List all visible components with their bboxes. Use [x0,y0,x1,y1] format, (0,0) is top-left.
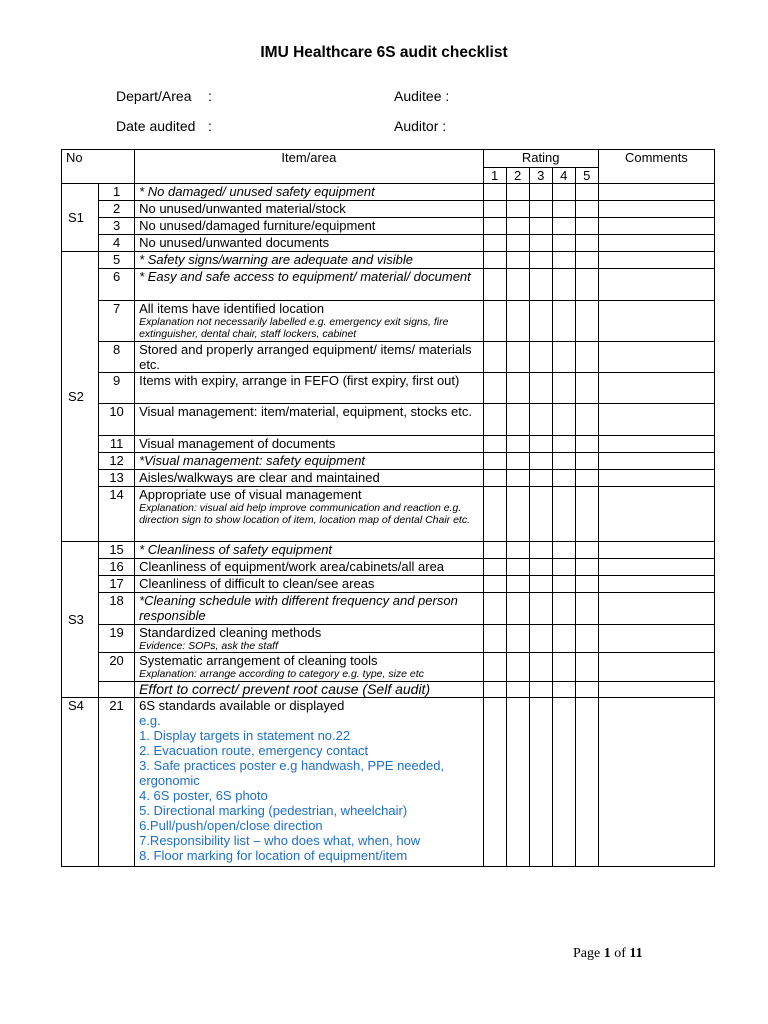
row-number: 15 [99,542,135,559]
row-item: Effort to correct/ prevent root cause (Self audit) [135,682,484,698]
rating-cell[interactable] [483,342,506,373]
table-row [62,698,715,867]
rating-cell[interactable] [552,653,575,682]
table-row [62,625,715,653]
comment-cell[interactable] [598,576,714,593]
example-line: 3. Safe practices poster e.g handwash, PPE needed, ergonomic [139,758,445,788]
rating-cell[interactable] [552,301,575,342]
row-number: 13 [99,470,135,487]
row-item: Items with expiry, arrange in FEFO (first expiry, first out) [135,373,484,404]
section-label-s1: S1 [62,184,99,252]
row-item [135,301,484,342]
rating-cell[interactable] [529,625,552,653]
header-rating-1: 1 [483,168,506,184]
rating-cell[interactable] [575,453,598,470]
row-item: * Easy and safe access to equipment/ material/ document [135,269,484,301]
rating-cell[interactable] [552,487,575,542]
date-audited-colon: : [208,118,212,134]
comment-cell[interactable] [598,542,714,559]
rating-cell[interactable] [575,269,598,301]
rating-cell[interactable] [529,252,552,269]
comment-cell[interactable] [598,559,714,576]
example-line: 5. Directional marking (pedestrian, wheelchair) [139,803,408,818]
rating-cell[interactable] [529,201,552,218]
rating-cell[interactable] [529,269,552,301]
rating-cell[interactable] [552,218,575,235]
table-row [62,373,715,404]
comment-cell[interactable] [598,593,714,625]
example-line: 2. Evacuation route, emergency contact [139,743,369,758]
table-row [62,342,715,373]
row-number: 19 [99,625,135,653]
rating-cell[interactable] [552,373,575,404]
rating-cell[interactable] [483,269,506,301]
row-number: 17 [99,576,135,593]
rating-cell[interactable] [575,559,598,576]
page-footer [573,946,643,962]
comment-cell[interactable] [598,470,714,487]
auditor-label: Auditor : [394,118,447,134]
table-row [62,201,715,218]
header-rating-2: 2 [506,168,529,184]
example-line: 6.Pull/push/open/close direction [139,818,323,833]
table-row [62,269,715,301]
rating-cell[interactable] [529,698,552,867]
rating-cell[interactable] [529,373,552,404]
rating-cell[interactable] [506,218,529,235]
rating-cell[interactable] [506,698,529,867]
table-row [62,487,715,542]
rating-cell[interactable] [483,404,506,436]
row-item: No unused/damaged furniture/equipment [135,218,484,235]
row-number: 7 [99,301,135,342]
table-row [62,470,715,487]
rating-cell[interactable] [506,625,529,653]
rating-cell[interactable] [483,252,506,269]
comment-cell[interactable] [598,404,714,436]
row-item [135,487,484,542]
comment-cell[interactable] [598,698,714,867]
row-number: 11 [99,436,135,453]
page-number: 1 [603,946,611,961]
row-explanation: Explanation not necessarily labelled e.g. emergency exit signs, fire extinguisher, dental chair, staff lockers, cabinet [139,316,449,340]
rating-cell[interactable] [529,235,552,252]
depart-area-label: Depart/Area [116,88,192,104]
row-number: 16 [99,559,135,576]
section-label-s3: S3 [62,542,99,698]
comment-cell[interactable] [598,436,714,453]
rating-cell[interactable] [575,698,598,867]
example-line: 1. Display targets in statement no.22 [139,728,351,743]
row-number: 5 [99,252,135,269]
comment-cell[interactable] [598,625,714,653]
auditee-label: Auditee : [394,88,450,104]
rating-cell[interactable] [552,576,575,593]
rating-cell[interactable] [529,218,552,235]
comment-cell[interactable] [598,184,714,201]
rating-cell[interactable] [483,301,506,342]
row-number: 18 [99,593,135,625]
comment-cell[interactable] [598,653,714,682]
rating-cell[interactable] [529,542,552,559]
row-item: Aisles/walkways are clear and maintained [135,470,484,487]
date-audited-label: Date audited [116,118,196,134]
rating-cell[interactable] [483,235,506,252]
rating-cell[interactable] [552,269,575,301]
rating-cell[interactable] [575,373,598,404]
rating-cell[interactable] [529,593,552,625]
rating-cell[interactable] [483,682,506,698]
rating-cell[interactable] [506,436,529,453]
header-rating-4: 4 [552,168,575,184]
row-item: Visual management of documents [135,436,484,453]
rating-cell[interactable] [552,593,575,625]
rating-cell[interactable] [529,682,552,698]
rating-cell[interactable] [552,252,575,269]
checklist-table [61,149,715,867]
rating-cell[interactable] [529,436,552,453]
row-number: 10 [99,404,135,436]
table-row [62,576,715,593]
row-item: Stored and properly arranged equipment/ items/ materials etc. [135,342,484,373]
example-line: 4. 6S poster, 6S photo [139,788,268,803]
row-item: No unused/unwanted documents [135,235,484,252]
rating-cell[interactable] [529,559,552,576]
section-label-s4: S4 [62,698,99,867]
header-rating-3: 3 [529,168,552,184]
table-row [62,184,715,201]
rating-cell[interactable] [506,487,529,542]
rating-cell[interactable] [506,576,529,593]
rating-cell[interactable] [483,698,506,867]
rating-cell[interactable] [575,470,598,487]
rating-cell[interactable] [575,576,598,593]
comment-cell[interactable] [598,269,714,301]
page-word: Page [573,946,601,961]
row-number: 2 [99,201,135,218]
example-line: e.g. [139,713,161,728]
rating-cell[interactable] [506,653,529,682]
rating-cell[interactable] [483,373,506,404]
rating-cell[interactable] [575,436,598,453]
rating-cell[interactable] [506,201,529,218]
rating-cell[interactable] [506,373,529,404]
rating-cell[interactable] [483,470,506,487]
row-item-text: Systematic arrangement of cleaning tools [139,653,378,668]
comment-cell[interactable] [598,373,714,404]
rating-cell[interactable] [552,470,575,487]
row-number [99,682,135,698]
row-explanation: Explanation: visual aid help improve communication and reaction e.g. direction sign to show location of item, location map of dental Chair etc. [139,502,471,526]
rating-cell[interactable] [529,653,552,682]
row-number: 6 [99,269,135,301]
rating-cell[interactable] [575,404,598,436]
rating-cell[interactable] [506,301,529,342]
comment-cell[interactable] [598,252,714,269]
rating-cell[interactable] [483,487,506,542]
table-row [62,453,715,470]
row-item-text: 6S standards available or displayed [139,698,345,713]
example-line: 8. Floor marking for location of equipment/item [139,848,408,863]
rating-cell[interactable] [529,487,552,542]
rating-cell[interactable] [506,404,529,436]
table-row [62,559,715,576]
rating-cell[interactable] [483,436,506,453]
rating-cell[interactable] [575,625,598,653]
rating-cell[interactable] [483,593,506,625]
rating-cell[interactable] [483,625,506,653]
rating-cell[interactable] [575,487,598,542]
rating-cell[interactable] [506,559,529,576]
row-item: *Visual management: safety equipment [135,453,484,470]
row-item: *Cleaning schedule with different frequency and person responsible [135,593,484,625]
rating-cell[interactable] [483,218,506,235]
comment-cell[interactable] [598,682,714,698]
rating-cell[interactable] [575,542,598,559]
rating-cell[interactable] [575,301,598,342]
rating-cell[interactable] [506,682,529,698]
rating-cell[interactable] [483,542,506,559]
rating-cell[interactable] [506,593,529,625]
table-row [62,235,715,252]
rating-cell[interactable] [529,342,552,373]
comment-cell[interactable] [598,235,714,252]
rating-cell[interactable] [552,201,575,218]
header-item-area: Item/area [135,150,484,184]
table-row [62,436,715,453]
rating-cell[interactable] [529,470,552,487]
row-item [135,698,484,867]
rating-cell[interactable] [552,235,575,252]
row-number: 1 [99,184,135,201]
row-number: 21 [99,698,135,867]
comment-cell[interactable] [598,342,714,373]
row-number: 4 [99,235,135,252]
row-item: * Safety signs/warning are adequate and visible [135,252,484,269]
table-row [62,653,715,682]
rating-cell[interactable] [506,252,529,269]
row-number: 12 [99,453,135,470]
rating-cell[interactable] [575,682,598,698]
of-word: of [614,946,626,961]
comment-cell[interactable] [598,218,714,235]
page-total: 11 [629,946,643,961]
row-number: 3 [99,218,135,235]
comment-cell[interactable] [598,201,714,218]
rating-cell[interactable] [483,201,506,218]
row-item-text: All items have identified location [139,301,325,316]
rating-cell[interactable] [483,576,506,593]
rating-cell[interactable] [552,436,575,453]
header-rating: Rating [483,150,598,168]
rating-cell[interactable] [529,404,552,436]
rating-cell[interactable] [552,404,575,436]
header-comments: Comments [598,150,714,184]
rating-cell[interactable] [552,453,575,470]
rating-cell[interactable] [575,593,598,625]
comment-cell[interactable] [598,301,714,342]
rating-cell[interactable] [552,542,575,559]
rating-cell[interactable] [506,235,529,252]
rating-cell[interactable] [552,184,575,201]
rating-cell[interactable] [575,653,598,682]
row-item: Cleanliness of equipment/work area/cabinets/all area [135,559,484,576]
rating-cell[interactable] [506,184,529,201]
rating-cell[interactable] [506,470,529,487]
comment-cell[interactable] [598,487,714,542]
row-explanation: Evidence: SOPs, ask the staff [139,640,278,652]
comment-cell[interactable] [598,453,714,470]
rating-cell[interactable] [575,342,598,373]
rating-cell[interactable] [529,453,552,470]
table-row [62,682,715,698]
row-number: 14 [99,487,135,542]
rating-cell[interactable] [552,342,575,373]
row-item: Visual management: item/material, equipment, stocks etc. [135,404,484,436]
row-number: 9 [99,373,135,404]
rating-cell[interactable] [552,698,575,867]
row-item-text: Appropriate use of visual management [139,487,362,502]
depart-area-colon: : [208,88,212,104]
rating-cell[interactable] [575,184,598,201]
rating-cell[interactable] [483,184,506,201]
rating-cell[interactable] [529,184,552,201]
rating-cell[interactable] [575,252,598,269]
row-item: No unused/unwanted material/stock [135,201,484,218]
row-number: 20 [99,653,135,682]
rating-cell[interactable] [506,269,529,301]
rating-cell[interactable] [575,218,598,235]
table-row [62,218,715,235]
table-row [62,301,715,342]
table-row [62,542,715,559]
row-item [135,625,484,653]
row-explanation: Explanation: arrange according to category e.g. type, size etc [139,668,424,680]
rating-cell[interactable] [506,453,529,470]
rating-cell[interactable] [483,653,506,682]
row-item: * Cleanliness of safety equipment [135,542,484,559]
rating-cell[interactable] [552,559,575,576]
rating-cell[interactable] [552,625,575,653]
section-label-s2: S2 [62,252,99,542]
rating-cell[interactable] [552,682,575,698]
table-row [62,252,715,269]
row-item: * No damaged/ unused safety equipment [135,184,484,201]
example-line: 7.Responsibility list – who does what, when, how [139,833,421,848]
table-row [62,593,715,625]
rating-cell[interactable] [529,301,552,342]
row-item-text: Standardized cleaning methods [139,625,322,640]
rating-cell[interactable] [575,235,598,252]
row-item [135,653,484,682]
rating-cell[interactable] [529,576,552,593]
rating-cell[interactable] [506,342,529,373]
table-row [62,404,715,436]
row-item: Cleanliness of difficult to clean/see areas [135,576,484,593]
rating-cell[interactable] [575,201,598,218]
header-no: No [62,150,135,184]
rating-cell[interactable] [483,559,506,576]
rating-cell[interactable] [483,453,506,470]
rating-cell[interactable] [506,542,529,559]
document-title: IMU Healthcare 6S audit checklist [260,44,508,61]
row-number: 8 [99,342,135,373]
header-rating-5: 5 [575,168,598,184]
